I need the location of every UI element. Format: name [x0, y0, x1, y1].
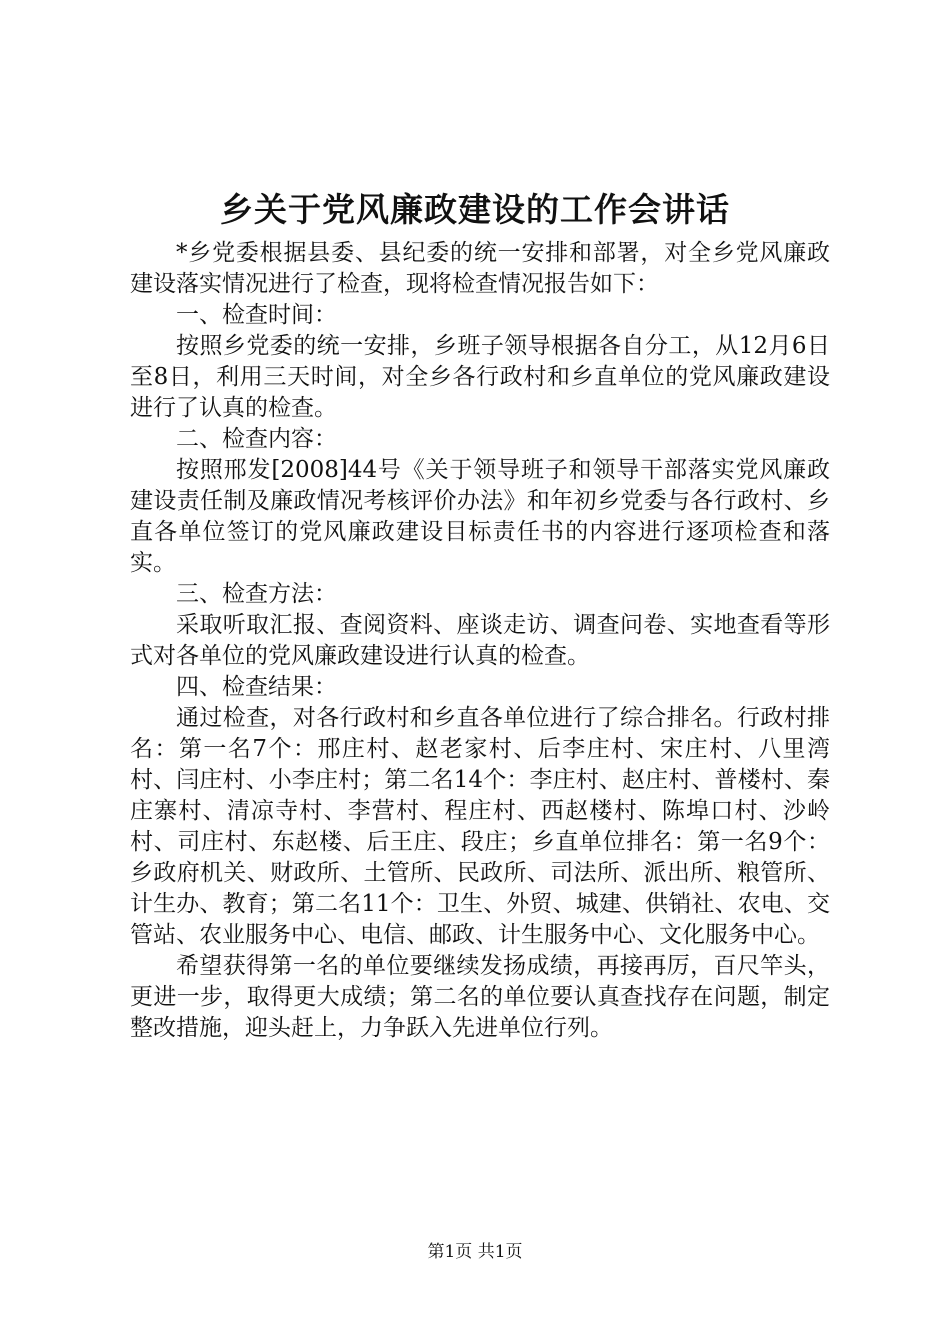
intro-paragraph: *乡党委根据县委、县纪委的统一安排和部署，对全乡党风廉政建设落实情况进行了检查，现将检查情况报告如下： [130, 240, 830, 297]
document-body [130, 238, 830, 1044]
section-heading-time: 一、检查时间： [176, 302, 337, 328]
page-footer: 第1页 共1页 [427, 1242, 523, 1262]
section-text-method: 采取听取汇报、查阅资料、座谈走访、调查问卷、实地查看等形式对各单位的党风廉政建设进行认真的检查。 [130, 612, 830, 669]
section-text-time: 按照乡党委的统一安排，乡班子领导根据各自分工，从12月6日至8日，利用三天时间，对全乡各行政村和乡直单位的党风廉政建设进行了认真的检查。 [130, 333, 830, 421]
section-heading-content: 二、检查内容： [176, 426, 337, 452]
section-heading-method: 三、检查方法： [176, 581, 337, 607]
section-text-content: 按照邢发[2008]44号《关于领导班子和领导干部落实党风廉政建设责任制及廉政情况考核评价办法》和年初乡党委与各行政村、乡直各单位签订的党风廉政建设目标责任书的内容进行逐项检查和落实。 [130, 457, 830, 576]
section-text-result: 通过检查，对各行政村和乡直各单位进行了综合排名。行政村排名：第一名7个：邢庄村、赵老家村、后李庄村、宋庄村、八里湾村、闫庄村、小李庄村；第二名14个：李庄村、赵庄村、普楼村、秦庄寨村、清凉寺村、李营村、程庄村、西赵楼村、陈埠口村、沙岭村、司庄村、东赵楼、后王庄、段庄；乡直单位排名：第一名9个：乡政府机关、财政所、土管所、民政所、司法所、派出所、粮管所、计生办、教育；第二名11个：卫生、外贸、城建、供销社、农电、交管站、农业服务中心、电信、邮政、计生服务中心、文化服务中心。 [130, 705, 830, 948]
document-title: 乡关于党风廉政建设的工作会讲话 [220, 190, 730, 229]
section-heading-result: 四、检查结果： [176, 674, 337, 700]
closing-paragraph: 希望获得第一名的单位要继续发扬成绩，再接再厉，百尺竿头，更进一步，取得更大成绩；第二名的单位要认真查找存在问题，制定整改措施，迎头赶上，力争跃入先进单位行列。 [130, 953, 830, 1041]
